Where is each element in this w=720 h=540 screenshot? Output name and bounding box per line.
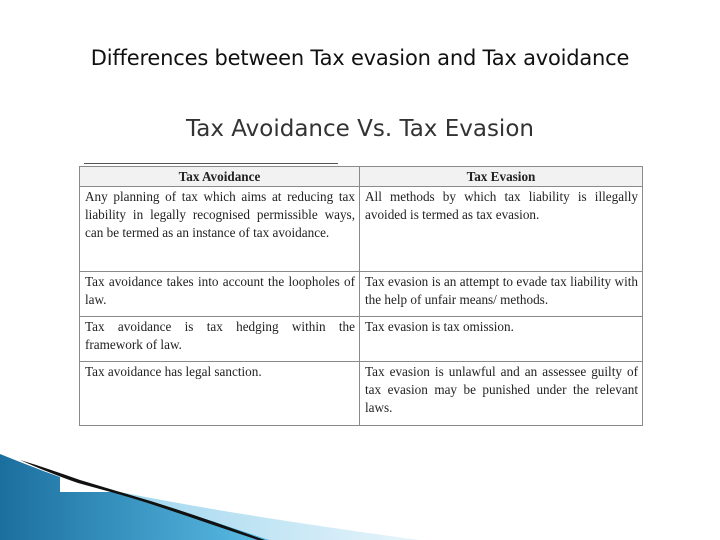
evasion-cell: Tax evasion is tax omission. — [360, 317, 643, 362]
avoidance-cell: Any planning of tax which aims at reducing tax liability in legally recognised permissible ways, can be termed as an instance of tax avoidance. — [80, 187, 360, 272]
table-row — [80, 272, 643, 317]
evasion-cell: Tax evasion is unlawful and an assessee guilty of tax evasion may be punished under the relevant laws. — [360, 362, 643, 426]
evasion-cell: Tax evasion is an attempt to evade tax liability with the help of unfair means/ methods. — [360, 272, 643, 317]
table-header-row — [80, 167, 643, 187]
table-row — [80, 187, 643, 272]
title-underline — [84, 163, 338, 164]
avoidance-cell: Tax avoidance has legal sanction. — [80, 362, 360, 426]
header-tax-avoidance: Tax Avoidance — [80, 167, 360, 187]
table-row — [80, 362, 643, 426]
evasion-cell: All methods by which tax liability is illegally avoided is termed as tax evasion. — [360, 187, 643, 272]
table-title: Tax Avoidance Vs. Tax Evasion — [186, 116, 534, 142]
avoidance-cell: Tax avoidance is tax hedging within the framework of law. — [80, 317, 360, 362]
avoidance-cell: Tax avoidance takes into account the loopholes of law. — [80, 272, 360, 317]
decorative-swoosh — [0, 440, 720, 540]
slide-title: Differences between Tax evasion and Tax avoidance — [90, 46, 630, 70]
comparison-table — [79, 166, 643, 426]
header-tax-evasion: Tax Evasion — [360, 167, 643, 187]
table-row — [80, 317, 643, 362]
